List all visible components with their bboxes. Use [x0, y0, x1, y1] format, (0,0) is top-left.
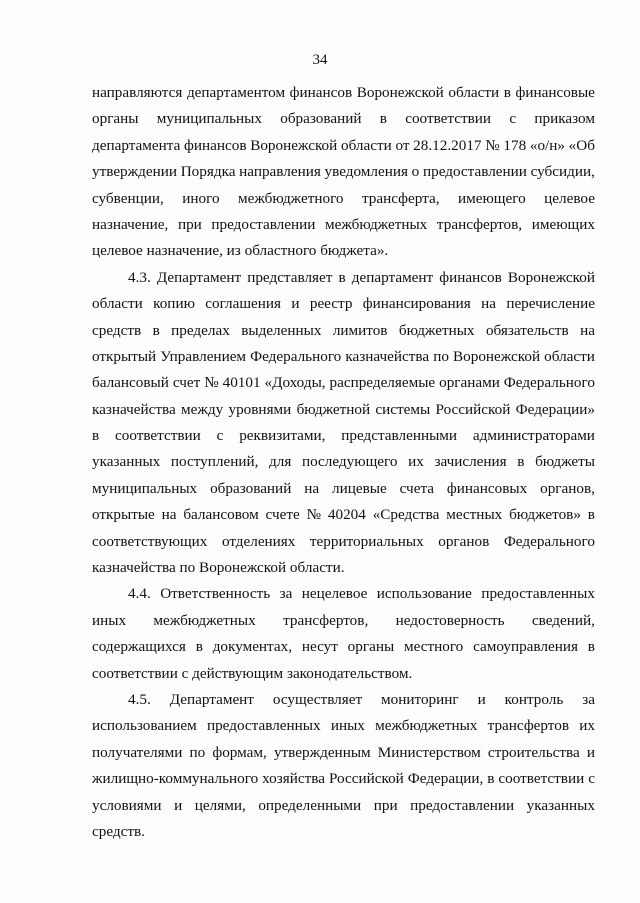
word: с: [588, 770, 595, 788]
word: 28.12.2017: [413, 136, 482, 154]
word: определенными: [258, 796, 362, 814]
word: балансовый: [92, 374, 169, 392]
word: субсидии,: [530, 163, 595, 181]
word: представленными: [341, 427, 458, 445]
word: финансов: [184, 136, 247, 154]
document-body: [92, 80, 595, 845]
text-line: [92, 608, 595, 634]
word: соответствии: [405, 110, 492, 128]
word: в: [487, 770, 495, 788]
word: Воронежской: [507, 268, 595, 286]
word: счете: [265, 506, 300, 524]
word: в: [195, 638, 203, 656]
word: Департамент: [169, 690, 254, 708]
text-line: соответствии с действующим законодательством.: [92, 664, 413, 682]
word: обязательств: [485, 321, 569, 339]
word: за: [582, 690, 595, 708]
word: и: [586, 743, 595, 761]
text-line: [92, 476, 595, 502]
word: иного: [182, 189, 220, 207]
text-line: [92, 186, 595, 212]
word: утверждении: [92, 163, 177, 181]
word: в: [379, 110, 387, 128]
word: между: [181, 400, 224, 418]
word: мониторинг: [381, 690, 459, 708]
word: последующего: [301, 453, 398, 471]
word: межбюджетных: [153, 611, 256, 629]
word: бюджетных: [398, 321, 475, 339]
word: содержащихся: [92, 638, 186, 656]
word: сведений,: [531, 611, 595, 629]
word: бюджетов»: [509, 506, 581, 524]
word: Федерального: [503, 532, 595, 550]
word: «Доходы,: [264, 374, 326, 392]
word: субвенции,: [92, 189, 164, 207]
word: области: [340, 136, 392, 154]
word: межбюджетного: [238, 189, 344, 207]
text-line: казначейства по Воронежской области.: [92, 559, 345, 577]
text-line: [92, 291, 595, 317]
word: администраторами: [472, 427, 595, 445]
word: соглашения: [205, 295, 282, 313]
text-line: [92, 159, 595, 185]
word: межбюджетных: [375, 717, 478, 735]
word: утвержденным: [273, 743, 371, 761]
word: муниципальных: [92, 479, 198, 497]
word: 40204: [327, 506, 366, 524]
word: иных: [92, 611, 127, 629]
word: распределяемые: [329, 374, 436, 392]
word: соответствии: [114, 427, 201, 445]
word: контроль: [504, 690, 564, 708]
word: предоставлении: [422, 163, 527, 181]
word: «о/н»: [529, 136, 565, 154]
word: открытый: [92, 347, 157, 365]
word: финансов: [289, 84, 353, 101]
text-line: [92, 265, 595, 291]
word: счета: [399, 479, 435, 497]
word: отделениях: [221, 532, 296, 550]
word: по: [189, 743, 206, 761]
word: балансовом: [183, 506, 259, 524]
word: строительства: [487, 743, 580, 761]
word: департамента: [92, 136, 181, 154]
text-line: [92, 740, 595, 766]
word: области: [448, 84, 500, 101]
text-line: [92, 106, 595, 132]
word: образований: [280, 110, 362, 128]
word: органами: [439, 374, 500, 392]
word: 4.4.: [128, 585, 151, 603]
word: в: [503, 84, 511, 101]
word: имеющего: [457, 189, 526, 207]
word: департамент: [351, 268, 434, 286]
text-line: [92, 766, 595, 792]
text-line: [92, 449, 595, 475]
word: соответствии: [498, 770, 585, 788]
word: «Средства: [372, 506, 440, 524]
word: пределах: [171, 321, 230, 339]
word: назначение,: [92, 215, 169, 233]
text-line: [92, 713, 595, 739]
text-line: [92, 212, 595, 238]
word: муниципальных: [156, 110, 262, 128]
word: Воронежской: [453, 347, 541, 365]
word: в: [517, 453, 525, 471]
word: их: [408, 453, 424, 471]
text-line: [92, 581, 595, 607]
word: «Об: [568, 136, 595, 154]
text-line: [92, 80, 595, 106]
word: трансферта,: [361, 189, 440, 207]
word: в: [587, 638, 595, 656]
word: средств: [92, 321, 142, 339]
word: лицевые: [332, 479, 387, 497]
word: с: [509, 110, 517, 128]
word: направления: [239, 163, 321, 181]
word: межбюджетных: [325, 215, 428, 233]
word: уровнями: [228, 400, 292, 418]
word: Российской: [328, 770, 404, 788]
word: Министерством: [377, 743, 481, 761]
word: органов,: [540, 479, 595, 497]
word: №: [306, 506, 322, 524]
text-line: целевое назначение, из областного бюджета».: [92, 242, 389, 260]
word: предоставлении: [211, 215, 316, 233]
word: использование: [376, 585, 472, 603]
word: Российской: [435, 400, 511, 418]
text-line: [92, 793, 595, 819]
word: от: [395, 136, 410, 154]
word: в: [152, 321, 160, 339]
word: трансфертов: [487, 717, 570, 735]
word: финансовых: [446, 479, 528, 497]
word: уведомления: [324, 163, 408, 181]
word: реквизитами,: [239, 427, 326, 445]
text-line: средств.: [92, 822, 145, 840]
word: счет: [172, 374, 201, 392]
word: при: [177, 215, 202, 233]
word: нецелевое: [301, 585, 368, 603]
word: Федерации»: [515, 400, 595, 418]
word: указанных: [526, 796, 595, 814]
word: имеющих: [531, 215, 595, 233]
text-line: [92, 397, 595, 423]
word: недостоверность: [395, 611, 505, 629]
word: осуществляет: [272, 690, 363, 708]
word: на: [481, 295, 496, 313]
word: предоставлении: [410, 796, 515, 814]
word: несут: [301, 638, 338, 656]
word: финансовые: [515, 84, 595, 101]
word: и: [174, 796, 183, 814]
word: использованием: [92, 717, 197, 735]
word: выделенных: [241, 321, 322, 339]
word: в: [338, 268, 346, 286]
word: местного: [403, 638, 464, 656]
word: о: [411, 163, 420, 181]
text-line: [92, 529, 595, 555]
word: хозяйства: [262, 770, 325, 788]
word: на: [304, 479, 320, 497]
text-line: [92, 133, 595, 159]
word: самоуправления: [473, 638, 578, 656]
word: копию: [153, 295, 195, 313]
word: Порядка: [180, 163, 236, 181]
word: лимитов: [332, 321, 388, 339]
word: иных: [330, 717, 365, 735]
word: зачисления: [434, 453, 507, 471]
word: 4.3.: [128, 268, 151, 286]
word: Департамент: [156, 268, 242, 286]
word: при: [373, 796, 398, 814]
word: и: [291, 295, 300, 313]
word: финансирования: [362, 295, 471, 313]
word: с: [216, 427, 224, 445]
word: №: [485, 136, 500, 154]
text-line: [92, 634, 595, 660]
word: предоставленных: [481, 585, 595, 603]
word: получателями: [92, 743, 183, 761]
word: казначейства: [92, 400, 176, 418]
word: на: [580, 321, 595, 339]
word: финансов: [439, 268, 502, 286]
word: территориальных: [309, 532, 424, 550]
word: трансфертов,: [283, 611, 369, 629]
text-line: [92, 423, 595, 449]
word: казначейства: [345, 347, 430, 365]
word: 40101: [222, 374, 261, 392]
word: Федерального: [250, 347, 342, 365]
word: открытые: [92, 506, 155, 524]
word: местных: [446, 506, 503, 524]
word: образований: [210, 479, 292, 497]
word: условиями: [92, 796, 162, 814]
text-line: [92, 370, 595, 396]
word: направляются: [92, 84, 183, 101]
word: перечисление: [506, 295, 595, 313]
word: Ответственность: [160, 585, 271, 603]
word: по: [433, 347, 449, 365]
word: области: [544, 347, 595, 365]
text-line: [92, 318, 595, 344]
word: указанных: [92, 453, 161, 471]
word: реестр: [309, 295, 353, 313]
word: за: [279, 585, 293, 603]
word: №: [204, 374, 219, 392]
word: органы: [347, 638, 395, 656]
text-line: [92, 344, 595, 370]
word: приказом: [534, 110, 595, 128]
word: органы: [92, 110, 139, 128]
word: поступлений,: [170, 453, 259, 471]
word: на: [161, 506, 177, 524]
word: 178: [503, 136, 527, 154]
word: Федерации,: [407, 770, 484, 788]
word: в: [92, 427, 100, 445]
word: бюджеты: [535, 453, 595, 471]
page-number: 34: [312, 52, 328, 68]
word: документах,: [212, 638, 293, 656]
word: жилищно-коммунального: [92, 770, 259, 788]
word: системы: [375, 400, 431, 418]
word: целями,: [194, 796, 246, 814]
word: формам,: [212, 743, 267, 761]
word: 4.5.: [128, 690, 151, 708]
word: области: [92, 295, 143, 313]
word: Управлением: [160, 347, 247, 365]
word: предоставленных: [206, 717, 321, 735]
word: Воронежской: [356, 84, 444, 101]
word: в: [587, 506, 595, 524]
word: представляет: [247, 268, 333, 286]
word: бюджетной: [296, 400, 371, 418]
text-line: [92, 502, 595, 528]
word: целевое: [544, 189, 595, 207]
word: Воронежской: [250, 136, 338, 154]
word: и: [477, 690, 486, 708]
word: их: [579, 717, 595, 735]
text-line: [92, 687, 595, 713]
word: департаментом: [186, 84, 286, 101]
word: трансфертов,: [436, 215, 523, 233]
word: для: [269, 453, 292, 471]
word: Федерального: [503, 374, 595, 392]
word: органов: [438, 532, 490, 550]
word: соответствующих: [92, 532, 208, 550]
